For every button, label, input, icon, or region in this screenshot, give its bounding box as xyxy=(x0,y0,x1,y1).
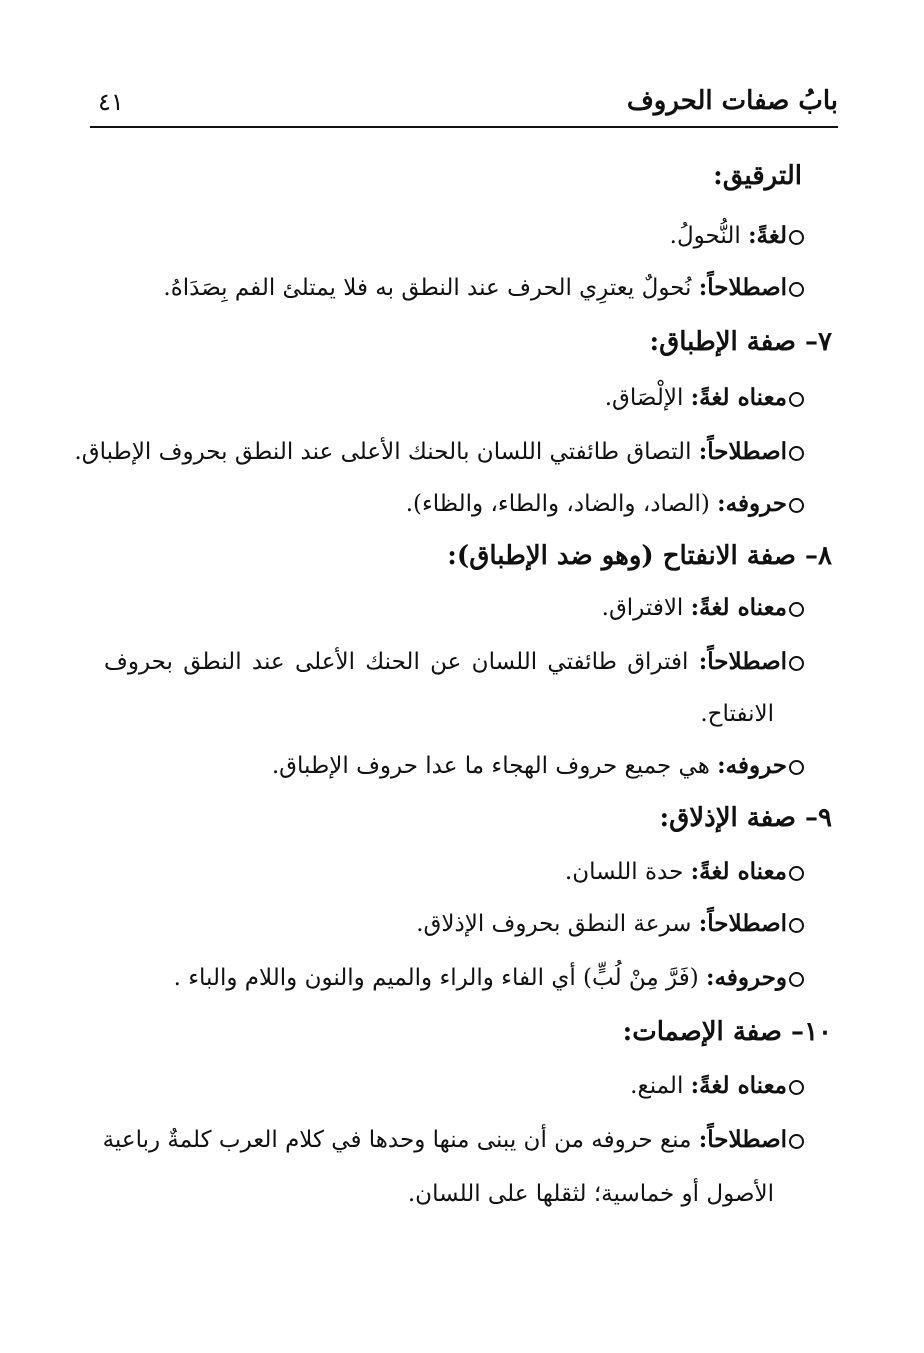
definition-line xyxy=(602,590,804,626)
definition-text: هي جميع حروف الهجاء ما عدا حروف الإطباق. xyxy=(271,753,710,779)
definition-line xyxy=(670,218,804,254)
definition-text: المنع. xyxy=(630,1073,684,1099)
definition-text: سرعة النطق بحروف الإذلاق. xyxy=(416,911,692,937)
page-header xyxy=(90,82,838,128)
definition-line xyxy=(605,380,804,416)
term-label: اصطلاحاً: xyxy=(698,438,787,465)
term-label: اصطلاحاً: xyxy=(698,1126,787,1153)
section-heading-tarqeeq: الترقيق: xyxy=(713,161,802,191)
circle-bullet-icon xyxy=(789,392,804,407)
section-heading-idhlaq: ٩– صفة الإذلاق: xyxy=(659,803,832,833)
definition-continuation: الانفتاح. xyxy=(700,701,774,727)
circle-bullet-icon xyxy=(789,972,804,987)
term-label: معناه لغةً: xyxy=(690,1072,787,1099)
definition-text: حدة اللسان. xyxy=(564,859,684,885)
circle-bullet-icon xyxy=(789,1134,804,1149)
circle-bullet-icon xyxy=(789,230,804,245)
circle-bullet-icon xyxy=(789,1080,804,1095)
definition-text: الافتراق. xyxy=(601,595,684,621)
term-label: اصطلاحاً: xyxy=(698,274,787,301)
definition-line xyxy=(74,434,804,470)
definition-line xyxy=(104,1122,804,1158)
definition-line xyxy=(272,748,804,784)
page-number: ٤١ xyxy=(98,88,124,116)
term-label: معناه لغةً: xyxy=(690,384,787,411)
section-heading-itbaq: ٧– صفة الإطباق: xyxy=(649,327,832,357)
definition-text: (الصاد، والضاد، والطاء، والظاء). xyxy=(405,491,710,517)
definition-line xyxy=(104,644,804,680)
definition-continuation: الأصول أو خماسية؛ لثقلها على اللسان. xyxy=(407,1181,774,1207)
circle-bullet-icon xyxy=(789,866,804,881)
definition-text: التصاق طائفتي اللسان بالحنك الأعلى عند النطق بحروف الإطباق. xyxy=(74,439,692,465)
term-label: لغةً: xyxy=(748,222,787,249)
circle-bullet-icon xyxy=(789,282,804,297)
definition-text: الإلْصَاق. xyxy=(604,385,684,411)
definition-text: النُّحولُ. xyxy=(669,223,741,249)
circle-bullet-icon xyxy=(789,446,804,461)
definition-line xyxy=(630,1068,804,1104)
term-label: حروفه: xyxy=(717,752,787,779)
definition-line xyxy=(174,960,804,996)
term-label: وحروفه: xyxy=(706,964,787,991)
term-label: اصطلاحاً: xyxy=(698,910,787,937)
term-label: اصطلاحاً: xyxy=(698,648,787,675)
definition-text: نُحولٌ يعترِي الحرف عند النطق به فلا يمتلئ الفم بِصَدَاهُ. xyxy=(163,275,692,301)
circle-bullet-icon xyxy=(789,602,804,617)
circle-bullet-icon xyxy=(789,918,804,933)
section-heading-ismat: ١٠– صفة الإصمات: xyxy=(622,1017,832,1047)
section-heading-infitah: ٨– صفة الانفتاح (وهو ضد الإطباق): xyxy=(447,541,832,571)
circle-bullet-icon xyxy=(789,656,804,671)
definition-line xyxy=(163,270,804,306)
definition-line xyxy=(565,854,804,890)
definition-text: افتراق طائفتي اللسان عن الحنك الأعلى عند النطق بحروف xyxy=(104,649,689,675)
circle-bullet-icon xyxy=(789,498,804,513)
term-label: حروفه: xyxy=(717,490,787,517)
circle-bullet-icon xyxy=(789,760,804,775)
definition-text: منع حروفه من أن يبنى منها وحدها في كلام العرب كلمةٌ رباعية xyxy=(102,1127,692,1153)
definition-line xyxy=(416,906,804,942)
definition-text: (فَرَّ مِنْ لُبٍّ) أي الفاء والراء والميم والنون واللام والباء . xyxy=(173,965,699,991)
chapter-title: بابُ صفات الحروف xyxy=(626,86,838,116)
term-label: معناه لغةً: xyxy=(690,594,787,621)
definition-line xyxy=(406,486,804,522)
term-label: معناه لغةً: xyxy=(690,858,787,885)
